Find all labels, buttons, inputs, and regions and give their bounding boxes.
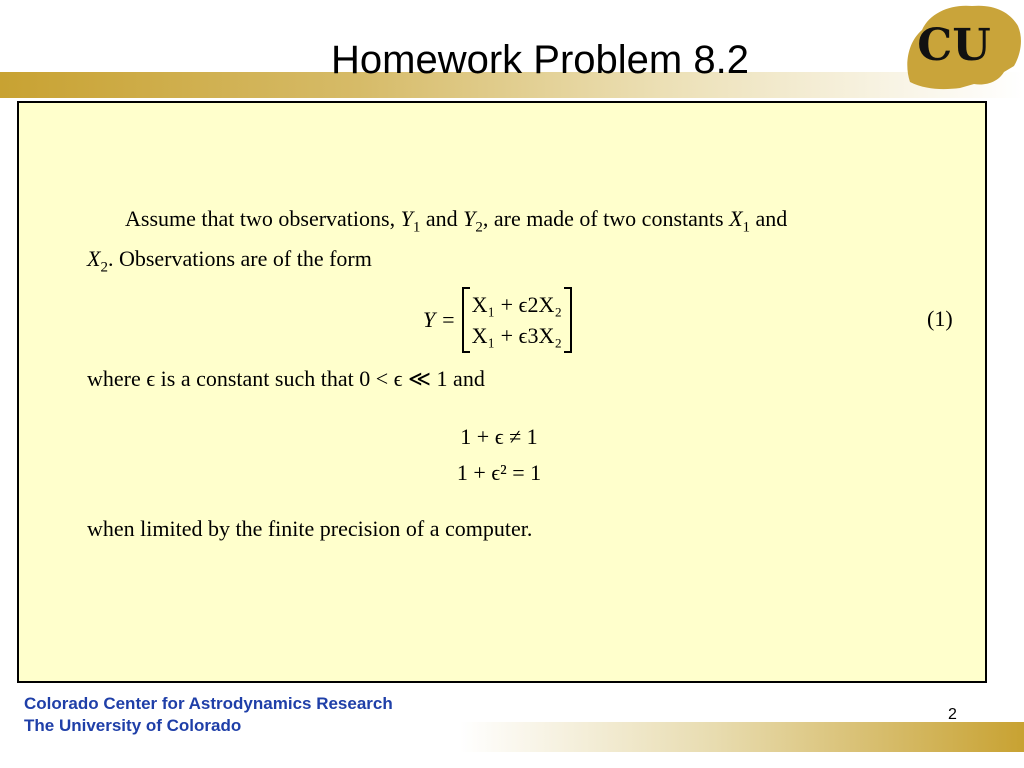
var-y1: Y (400, 206, 413, 231)
footer-line-1: Colorado Center for Astrodynamics Research (24, 694, 393, 713)
where-line: where ϵ is a constant such that 0 < ϵ ≪ 1 and (87, 366, 485, 391)
page-number: 2 (948, 706, 957, 723)
right-bracket (564, 287, 572, 353)
eq1-matrix (470, 289, 564, 351)
and-text-1: and (420, 206, 464, 231)
slide-title: Homework Problem 8.2 (331, 38, 749, 82)
footer-band (460, 722, 1024, 752)
intro-text-2: , are made of two constants (482, 206, 730, 231)
eq2-line-1: 1 + ϵ ≠ 1 (460, 424, 538, 449)
var-x1: X (729, 206, 743, 231)
problem-box (17, 101, 987, 683)
var-x2: X (87, 246, 101, 272)
eq2-line-2: 1 + ϵ² = 1 (456, 460, 542, 485)
var-y2-sub: 2 (475, 219, 483, 236)
cu-logo (900, 2, 1024, 92)
left-bracket (462, 287, 470, 353)
cu-logo-text: CU (917, 20, 991, 71)
equation-2 (399, 419, 599, 491)
eq1-row-1: X₁ + ϵ2X₂ (471, 292, 563, 317)
var-y2: Y (463, 206, 476, 231)
footer-line-2: The University of Colorado (24, 716, 242, 735)
var-y1-sub: 1 (412, 219, 421, 236)
eq1-row-2: X₁ + ϵ3X₂ (471, 323, 563, 348)
and-text-2: and (750, 206, 788, 231)
closing-line: when limited by the finite precision of a computer. (87, 516, 533, 541)
eq1-lhs: Y = (423, 307, 456, 332)
footer-text (24, 693, 393, 737)
intro-text-3: . Observations are of the form (107, 246, 372, 272)
var-x1-sub: 1 (742, 219, 751, 236)
intro-text-1: Assume that two observations, (125, 206, 401, 231)
equation-number: (1) (927, 306, 953, 331)
intro-paragraph (87, 203, 967, 284)
equation-1 (423, 287, 572, 353)
var-x2-sub: 2 (100, 259, 108, 276)
